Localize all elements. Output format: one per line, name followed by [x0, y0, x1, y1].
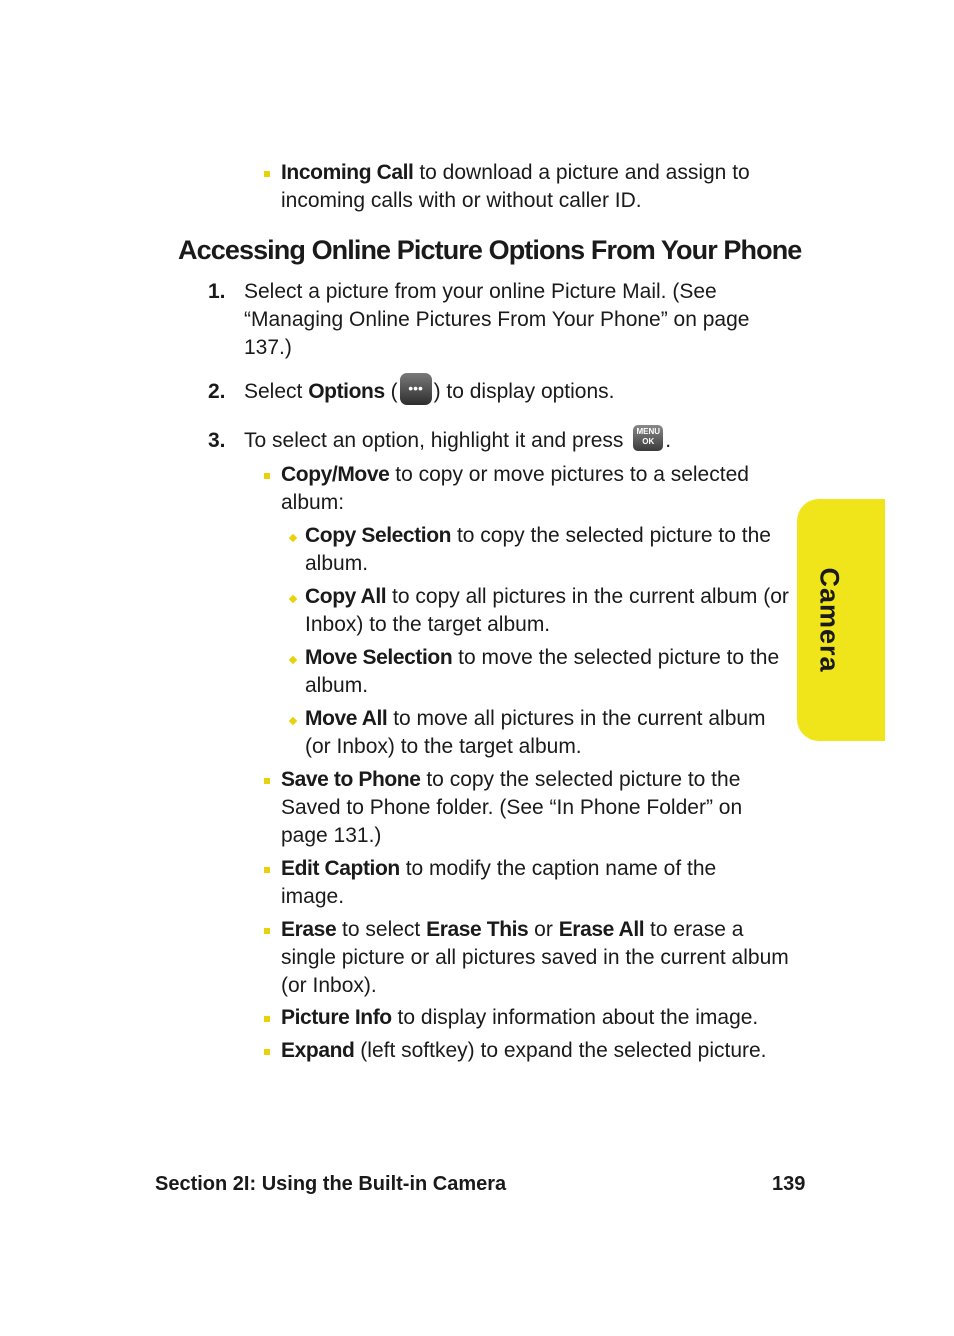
step-number: 1.: [208, 280, 226, 303]
section-heading: Accessing Online Picture Options From Your Phone: [178, 235, 802, 265]
bullet-marker: [264, 1049, 270, 1055]
option-expand: Expand (left softkey) to expand the selected picture.: [281, 1039, 767, 1062]
option-picture-info: Picture Info to display information about the image.: [281, 1006, 759, 1029]
bullet-marker: [264, 928, 270, 934]
menu-ok-key-icon: MENU OK: [633, 425, 663, 451]
bullet-marker: [264, 1016, 270, 1022]
step-3-text: To select an option, highlight it and press MENU OK .: [244, 427, 672, 452]
option-copy-move: Copy/Move to copy or move pictures to a selected album:: [281, 463, 749, 514]
sub-option-copy-selection: Copy Selection to copy the selected picture to the album.: [305, 524, 771, 575]
bullet-marker: [264, 171, 270, 177]
softkey-ellipsis-icon: •••: [400, 373, 432, 405]
step-1-text: Select a picture from your online Picture Mail. (See “Managing Online Pictures From Your Phone” on page 137.): [244, 280, 750, 359]
sub-option-move-all: Move All to move all pictures in the current album (or Inbox) to the target album.: [305, 707, 766, 758]
step-2-text: Select Options ( ••• ) to display options.: [244, 378, 784, 406]
step-number: 3.: [208, 429, 226, 452]
intro-bullet-text: Incoming Call to download a picture and assign to incoming calls with or without caller ID.: [281, 161, 750, 212]
diamond-bullet-marker: [289, 534, 297, 542]
bullet-marker: [264, 778, 270, 784]
diamond-bullet-marker: [289, 717, 297, 725]
sub-option-copy-all: Copy All to copy all pictures in the current album (or Inbox) to the target album.: [305, 585, 789, 636]
footer-page-number: 139: [772, 1173, 806, 1195]
footer-section-title: Section 2I: Using the Built-in Camera: [155, 1173, 507, 1195]
diamond-bullet-marker: [289, 595, 297, 603]
step-number: 2.: [208, 380, 226, 403]
bullet-marker: [264, 473, 270, 479]
bullet-marker: [264, 867, 270, 873]
diamond-bullet-marker: [289, 656, 297, 664]
option-save-to-phone: Save to Phone to copy the selected picture to the Saved to Phone folder. (See “In Phone Folder” on page 131.): [281, 768, 743, 847]
side-tab-label: Camera: [814, 567, 845, 673]
sub-option-move-selection: Move Selection to move the selected picture to the album.: [305, 646, 780, 697]
option-edit-caption: Edit Caption to modify the caption name of the image.: [281, 857, 717, 908]
option-erase: Erase to select Erase This or Erase All to erase a single picture or all pictures saved in the current album (or Inbox).: [281, 918, 789, 997]
